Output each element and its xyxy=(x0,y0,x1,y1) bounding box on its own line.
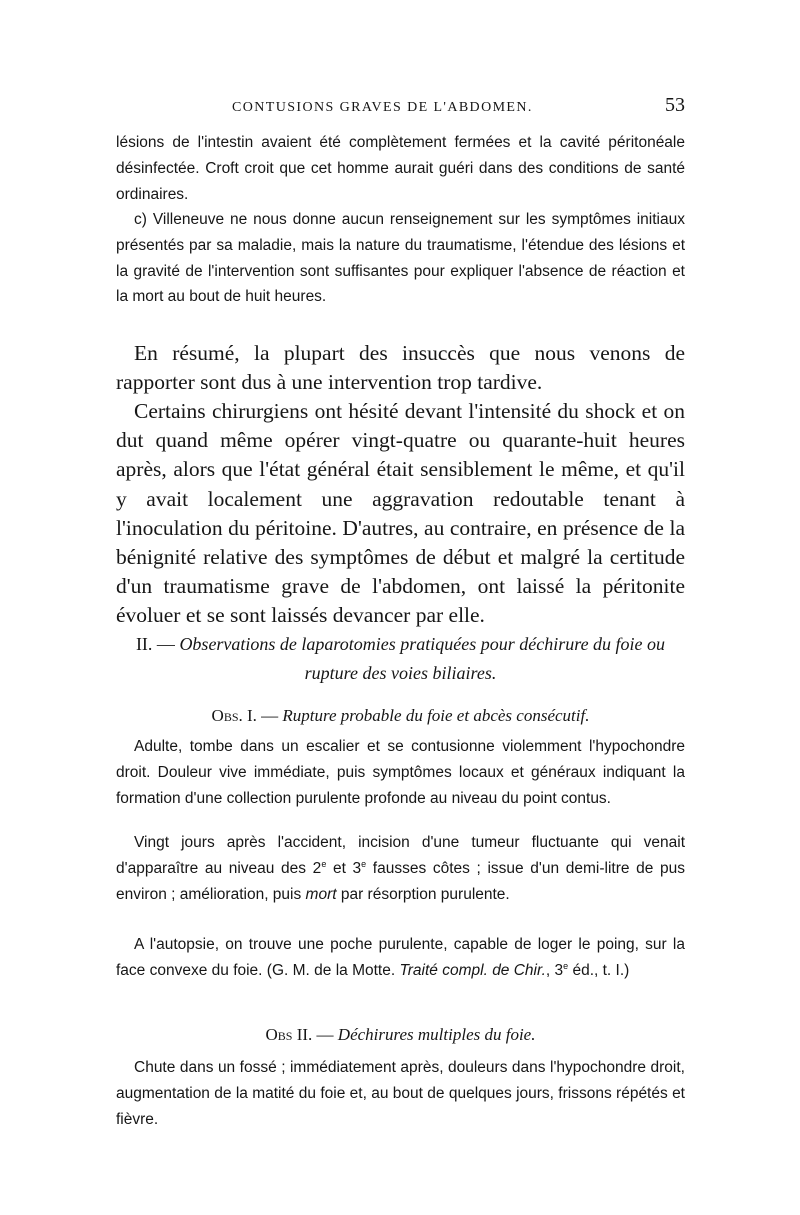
obs1-p3-reference: Traité compl. de Chir. xyxy=(399,961,546,979)
paragraph-villeneuve: c) Villeneuve ne nous donne aucun renseignement sur les symptômes initiaux présentés par sa maladie, mais la nature du traumatisme, l'étendue des lésions et la gravité de l'intervention sont suffisantes pour expliquer l'absence de réaction et la mort au bout de huit heures. xyxy=(116,211,685,306)
running-head xyxy=(116,94,685,120)
obs1-p3-text-b: , 3 xyxy=(545,961,564,979)
obs1-label: Obs. I. — xyxy=(211,706,279,725)
obs2-label: Obs II. — xyxy=(265,1025,334,1044)
obs1-p2-sup-2: e xyxy=(361,858,367,869)
obs1-heading xyxy=(116,701,685,730)
obs2-paragraph-1: Chute dans un fossé ; immédiatement après, douleurs dans l'hypochondre droit, augmentation de la matité du foie et, au bout de quelques jours, frissons répétés et fièvre. xyxy=(116,1059,685,1128)
obs1-p2-text-b: et 3 xyxy=(326,859,362,877)
paragraph-intestin: lésions de l'intestin avaient été complètement fermées et la cavité péritonéale désinfectée. Croft croit que cet homme aurait guéri dans des conditions de santé ordinaires. xyxy=(116,134,685,203)
running-title: CONTUSIONS GRAVES DE L'ABDOMEN. xyxy=(232,100,533,115)
section-heading xyxy=(116,630,685,688)
obs2-title: Déchirures multiples du foie. xyxy=(337,1025,536,1044)
obs1-p3-text-c: éd., t. I.) xyxy=(568,961,630,979)
obs1-p2-text-d: par résorption purulente. xyxy=(336,885,510,903)
page-number: 53 xyxy=(665,94,685,116)
obs1-paragraph-3 xyxy=(116,932,685,984)
section-title: Observations de laparotomies pratiquées pour déchirure du foie ou rupture des voies biliaires. xyxy=(179,634,666,683)
obs1-paragraph-2 xyxy=(116,830,685,907)
obs1-title: Rupture probable du foie et abcès consécutif. xyxy=(282,706,590,725)
obs1-p2-text-c: fausses côtes ; issue d'un demi-litre de pus environ ; amélioration, puis xyxy=(116,859,685,903)
paragraph-certains-chirurgiens: Certains chirurgiens ont hésité devant l'intensité du shock et on dut quand même opérer vingt-quatre ou quarante-huit heures après, alors que l'état général était sensiblement le même, et qu'il y avait localement une aggravation redoutable tenant à l'inoculation du péritoine. D'autres, au contraire, en présence de la bénignité relative des symptômes de début et malgré la certitude d'un traumatisme grave de l'abdomen, ont laissé la péritonite évoluer et se sont laissés devancer par elle. xyxy=(116,399,685,628)
section-numeral: II. — xyxy=(135,634,175,654)
obs1-p2-sup-1: e xyxy=(321,858,327,869)
obs1-paragraph-1: Adulte, tombe dans un escalier et se contusionne violemment l'hypochondre droit. Douleur vive immédiate, puis symptômes locaux et généraux indiquant la formation d'une collection purulente profonde au niveau du point contus. xyxy=(116,738,685,807)
paragraph-en-resume: En résumé, la plupart des insuccès que nous venons de rapporter sont dus à une intervention trop tardive. xyxy=(116,341,685,395)
obs1-p3-text-a: A l'autopsie, on trouve une poche purulente, capable de loger le poing, sur la face convexe du foie. (G. M. de la Motte. xyxy=(116,936,685,979)
obs1-p2-text-a: Vingt jours après l'accident, incision d'une tumeur fluctuante qui venait d'apparaître au niveau des 2 xyxy=(116,834,685,877)
obs2-heading xyxy=(116,1020,685,1049)
obs1-p2-mort: mort xyxy=(305,885,337,903)
obs1-p3-sup: e xyxy=(563,960,569,971)
